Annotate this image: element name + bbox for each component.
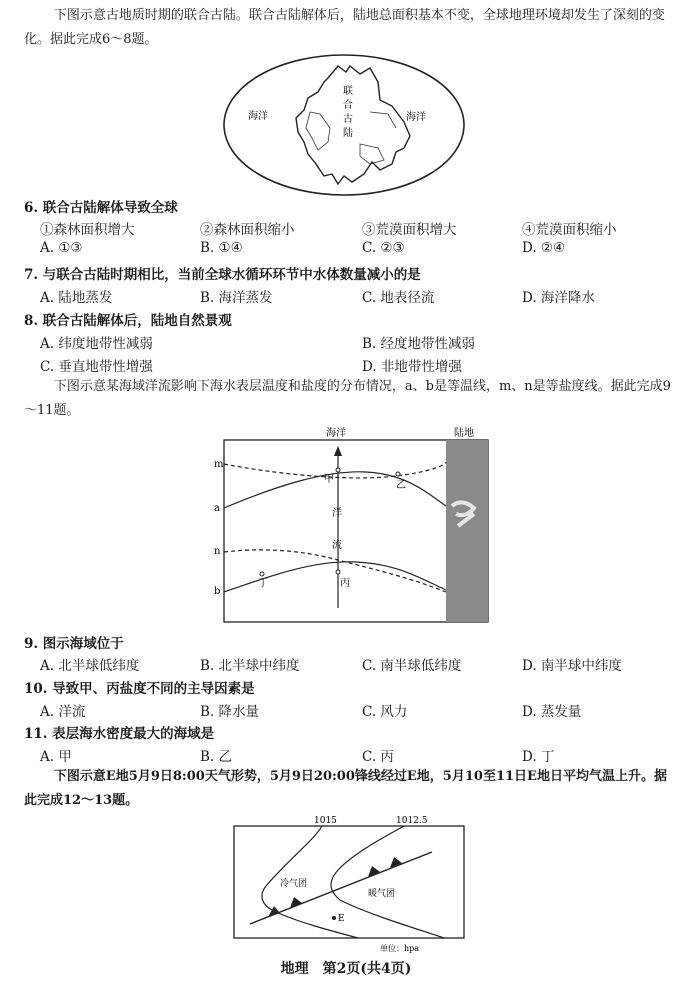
unit-label: 单位：hpa [380, 944, 420, 953]
point-jia [336, 468, 340, 472]
q6-item-2: ②森林面积缩小 [200, 222, 295, 238]
question-11-stem: 11. 表层海水密度最大的海域是 [24, 726, 215, 742]
q7-option-d[interactable]: D. 海洋降水 [522, 290, 595, 306]
line-label-n: n [214, 546, 221, 557]
question-10-stem: 10. 导致甲、丙盐度不同的主导因素是 [24, 681, 255, 697]
q11-option-b[interactable]: B. 乙 [200, 749, 233, 765]
q6-option-d[interactable]: D. ②④ [522, 240, 566, 256]
pangea-char: 古 [343, 114, 353, 125]
point-e-label: E [338, 914, 345, 924]
point-label-yi: 乙 [396, 480, 406, 491]
intro-paragraph-2: 下图示意某海域洋流影响下海水表层温度和盐度的分布情况，a、b是等温线，m、n是等盐度线。据此完成9～11题。 [24, 379, 671, 418]
q9-option-c[interactable]: C. 南半球低纬度 [362, 658, 462, 674]
point-label-ding: 丁 [258, 578, 268, 589]
question-7-stem: 7. 与联合古陆时期相比，当前全球水循环环节中水体数量减小的是 [24, 267, 421, 283]
q7-option-b[interactable]: B. 海洋蒸发 [200, 290, 273, 306]
q6-item-4: ④荒漠面积缩小 [522, 222, 617, 238]
intro-paragraph-1: 下图示意古地质时期的联合古陆。联合古陆解体后，陆地总面积基本不变，全球地理环境却发生了深刻的变化。据此完成6～8题。 [24, 8, 665, 47]
q8-option-c[interactable]: C. 垂直地带性增强 [40, 359, 153, 375]
q11-option-c[interactable]: C. 丙 [362, 749, 394, 765]
ocean-label-left: 海洋 [248, 111, 268, 122]
q6-option-b[interactable]: B. ①④ [200, 240, 243, 256]
line-label-m: m [214, 459, 224, 470]
q9-option-d[interactable]: D. 南半球中纬度 [522, 658, 622, 674]
current-char: 流 [332, 540, 342, 551]
q6-option-a[interactable]: A. ①③ [40, 240, 83, 256]
question-8-stem: 8. 联合古陆解体后，陆地自然景观 [24, 313, 232, 329]
q10-option-b[interactable]: B. 降水量 [200, 704, 260, 720]
point-label-bing: 丙 [340, 578, 350, 589]
q7-option-c[interactable]: C. 地表径流 [362, 290, 435, 306]
q9-option-b[interactable]: B. 北半球中纬度 [200, 658, 300, 674]
isobar-label-1012-5: 1012.5 [396, 816, 428, 826]
ocean-label: 海洋 [326, 428, 346, 439]
q10-option-d[interactable]: D. 蒸发量 [522, 704, 582, 720]
q6-option-c[interactable]: C. ②③ [362, 240, 405, 256]
weather-map [228, 814, 468, 954]
page-footer: 地理 第2页(共4页) [280, 961, 412, 977]
q10-option-a[interactable]: A. 洋流 [40, 704, 86, 720]
q6-item-1: ①森林面积增大 [40, 222, 135, 238]
q8-option-d[interactable]: D. 非地带性增强 [362, 359, 462, 375]
isobar-label-1015: 1015 [314, 816, 337, 826]
question-6-stem: 6. 联合古陆解体导致全球 [24, 200, 178, 216]
q6-item-3: ③荒漠面积增大 [362, 222, 457, 238]
q10-option-c[interactable]: C. 风力 [362, 704, 408, 720]
land-label: 陆地 [454, 428, 474, 439]
pangea-char: 联 [343, 86, 353, 97]
point-e-dot [332, 916, 336, 920]
pangea-char: 合 [343, 100, 353, 111]
point-bing [336, 570, 340, 574]
isoline-map [206, 426, 492, 626]
q9-option-a[interactable]: A. 北半球低纬度 [40, 658, 140, 674]
point-yi [396, 472, 400, 476]
intro-paragraph-3: 下图示意E地5月9日8:00天气形势，5月9日20:00锋线经过E地，5月10至11日E地日平均气温上升。据此完成12～13题。 [24, 769, 667, 808]
point-label-jia: 甲 [324, 474, 334, 485]
land-strip [446, 440, 488, 622]
line-label-a: a [214, 503, 220, 514]
line-label-b: b [214, 586, 221, 597]
q7-option-a[interactable]: A. 陆地蒸发 [40, 290, 113, 306]
q11-option-d[interactable]: D. 丁 [522, 749, 555, 765]
cold-air-mass-label: 冷气团 [280, 879, 308, 889]
ocean-label-right: 海洋 [406, 112, 426, 123]
question-9-stem: 9. 图示海域位于 [24, 636, 124, 652]
warm-air-mass-label: 暖气团 [368, 889, 396, 899]
map-frame [234, 826, 464, 938]
q8-option-a[interactable]: A. 纬度地带性减弱 [40, 336, 153, 352]
point-ding [260, 572, 264, 576]
pangea-map [220, 52, 468, 202]
q8-option-b[interactable]: B. 经度地带性减弱 [362, 336, 476, 352]
q11-option-a[interactable]: A. 甲 [40, 749, 72, 765]
current-char: 洋 [332, 508, 342, 519]
pangea-char: 陆 [343, 128, 353, 139]
